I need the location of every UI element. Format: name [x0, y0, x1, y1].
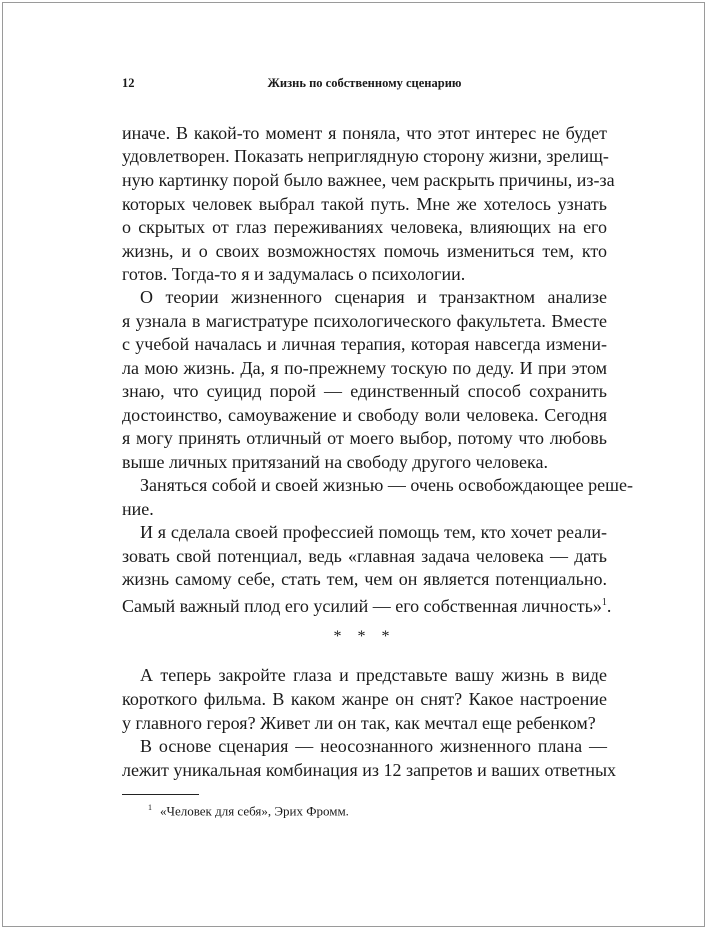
line-text: выше личных притязаний на свободу другого человека.: [122, 452, 548, 472]
paragraph-1-line: [122, 263, 607, 285]
page-number: 12: [122, 76, 135, 90]
paragraph-2-line: [122, 451, 607, 473]
line-text: жизнь, и о своих возможностях помочь измениться тем, кто: [122, 241, 607, 261]
line-text: ную картинку порой было важнее, чем раскрыть причины, из-за: [122, 170, 615, 190]
paragraph-1-line: [122, 240, 607, 262]
line-text: о скрытых от глаз переживаниях человека, влияющих на его: [122, 217, 607, 237]
paragraph-2-line: [122, 380, 607, 402]
line-text: знаю, что суицид порой — единственный способ сохранить: [122, 381, 607, 401]
paragraph-2-line: [122, 310, 607, 332]
line-text: которых человек выбрал такой путь. Мне же хотелось узнать: [122, 194, 607, 214]
paragraph-2-line: [122, 404, 607, 426]
paragraph-2-line: [122, 427, 607, 449]
running-title: Жизнь по собственному сценарию: [267, 76, 462, 90]
line-text: ние.: [122, 499, 154, 519]
line-text: у главного героя? Живет ли он так, как мечтал еще ребенком?: [122, 713, 596, 733]
line-text: ла мою жизнь. Да, я по-прежнему тоскую по деду. И при этом: [122, 358, 607, 378]
paragraph-6-line: [140, 735, 607, 757]
paragraph-4-line: [122, 545, 607, 567]
paragraph-5-line: [140, 664, 607, 686]
paragraph-2-line: [140, 286, 607, 308]
line-text: жизнь самому себе, стать тем, чем он является потенциально.: [122, 569, 607, 589]
paragraph-1-line: [122, 193, 607, 215]
paragraph-1-line: [122, 122, 607, 144]
paragraph-6-line: [122, 759, 617, 781]
line-text: короткого фильма. В каком жанре он снят? Какое настроение: [122, 689, 607, 709]
line-text: удовлетворен. Показать неприглядную сторону жизни, зрелищ-: [122, 146, 609, 166]
line-text: достоинство, самоуважение и свободу воли человека. Сегодня: [122, 405, 607, 425]
paragraph-5-line: [122, 688, 607, 710]
paragraph-5-line: [122, 712, 607, 734]
line-text: А теперь закройте глаза и представьте вашу жизнь в виде: [140, 665, 607, 685]
paragraph-3-line: [140, 474, 633, 496]
line-text: лежит уникальная комбинация из 12 запретов и ваших ответных: [122, 760, 617, 780]
paragraph-1-line: [122, 169, 615, 191]
paragraph-4-line: [140, 521, 607, 543]
line-text: Самый важный плод его усилий — его собственная личность»: [122, 596, 602, 616]
paragraph-3-line: [122, 498, 607, 520]
line-text: я узнала в магистратуре психологического факультета. Вместе: [122, 311, 607, 331]
section-separator: * * *: [333, 628, 396, 645]
paragraph-1-line: [122, 145, 607, 167]
line-text: О теории жизненного сценария и транзактном анализе: [140, 287, 607, 307]
paragraph-4-line: Самый важный плод его усилий — его собственная личность»$^1$.: [122, 596, 612, 616]
paragraph-1-line: [122, 216, 607, 238]
footnote-ref: 1: [601, 597, 607, 608]
footnote-number: 1: [148, 803, 152, 812]
paragraph-4-line: [122, 568, 607, 590]
paragraph-2-line: [122, 333, 607, 355]
paragraph-2-line: [122, 357, 607, 379]
line-text: готов. Тогда-то я и задумалась о психологии.: [122, 264, 466, 284]
footnote: [148, 803, 349, 819]
line-text: с учебой началась и личная терапия, которая навсегда измени-: [122, 334, 607, 354]
line-text: иначе. В какой-то момент я поняла, что этот интерес не будет: [122, 123, 607, 143]
line-text: я могу принять отличный от моего выбор, потому что любовь: [122, 428, 607, 448]
footnote-rule: [122, 794, 199, 795]
footnote-text: «Человек для себя», Эрих Фромм.: [160, 803, 349, 819]
line-text: В основе сценария — неосознанного жизненного плана —: [140, 736, 607, 756]
line-text: И я сделала своей профессией помощь тем, кто хочет реали-: [140, 522, 607, 542]
line-text: зовать свой потенциал, ведь «главная задача человека — дать: [122, 546, 607, 566]
line-text: Заняться собой и своей жизнью — очень освобождающее реше-: [140, 475, 633, 495]
